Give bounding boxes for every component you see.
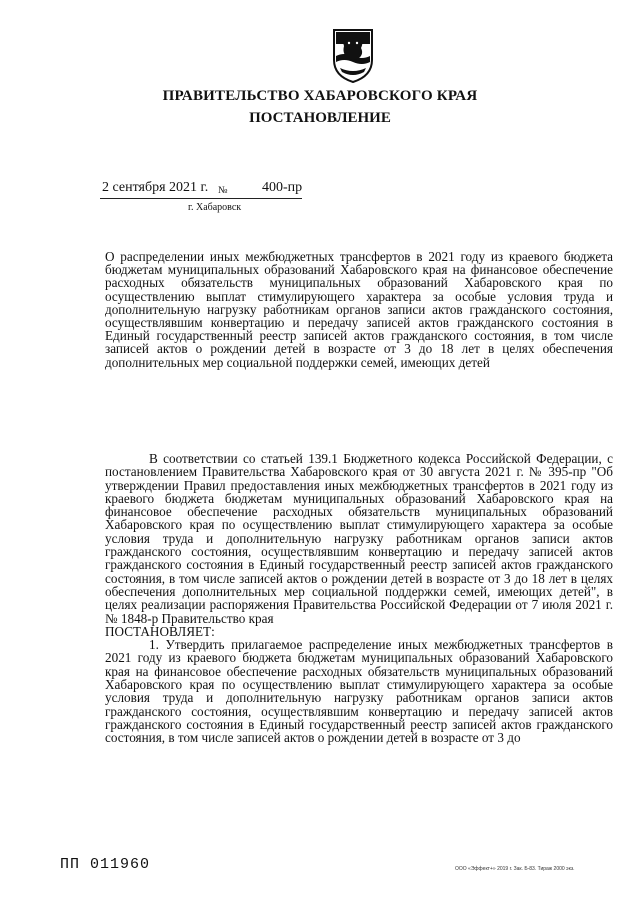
document-type: ПОСТАНОВЛЕНИЕ — [249, 110, 391, 126]
resolves-heading: ПОСТАНОВЛЯЕТ: — [105, 623, 215, 639]
document-subject: О распределении иных межбюджетных трансфертов в 2021 году из краевого бюджета бюджетам муниципальных образований Хабаровского края на финансовое обеспечение расходных обязательств муниципальных образований Хабаровского края по осуществлению выплат стимулирующего характера за особые условия труда и дополнительную нагрузку работникам органов записи актов гражданского состояния, осуществлявшим конвертацию и передачу записей актов гражданского состояния в Единый государственный реестр записей актов гражданского состояния, в том числе записей актов о рождении детей в возрасте от 3 до 18 лет в целях обеспечения дополнительных мер социальной поддержки семей, имеющих детей — [105, 249, 613, 370]
date-underline — [100, 198, 302, 199]
printer-info: ООО «Эффект+» 2019 г. Зак. Б-83. Тираж 2000 экз. — [455, 866, 575, 872]
coat-of-arms-icon — [330, 26, 376, 84]
document-date: 2 сентября 2021 г. — [102, 180, 209, 195]
document-body — [105, 452, 613, 745]
number-label: № — [218, 185, 228, 196]
city-label: г. Хабаровск — [188, 202, 242, 213]
government-title: ПРАВИТЕЛЬСТВО ХАБАРОВСКОГО КРАЯ — [162, 88, 478, 104]
form-serial-number: ПП 011960 — [60, 856, 151, 873]
document-number: 400-пр — [262, 180, 303, 195]
item-1-paragraph: 1. Утвердить прилагаемое распределение иных межбюджетных трансфертов в 2021 году из краевого бюджета бюджетам муниципальных образований Хабаровского края на финансовое обеспечение расходных обязательств муниципальных образований Хабаровского края по осуществлению выплат стимулирующего характера за особые условия труда и дополнительную нагрузку работникам органов записи актов гражданского состояния, осуществлявшим конвертацию и передачу записей актов гражданского состояния в Единый государственный реестр записей актов гражданского состояния, в том числе записей актов о рождении детей в возрасте от 3 до — [105, 637, 613, 746]
preamble-paragraph: В соответствии со статьей 139.1 Бюджетного кодекса Российской Федерации, с постановлением Правительства Хабаровского края от 30 августа 2021 г. № 395-пр "Об утверждении Правил предоставления иных межбюджетных трансфертов в 2021 году из краевого бюджета бюджетам муниципальных образований Хабаровского края на финансовое обеспечение расходных обязательств муниципальных образований Хабаровского края по осуществлению выплат стимулирующего характера за особые условия труда и дополнительную нагрузку работникам органов записи актов гражданского состояния, осуществлявшим конвертацию и передачу записей актов гражданского состояния в Единый государственный реестр записей актов гражданского состояния, в том числе записей актов о рождении детей в возрасте от 3 до 18 лет в целях обеспечения дополнительных мер социальной поддержки семей, имеющих детей", в целях реализации распоряжения Правительства Российской Федерации от 7 июля 2021 г. № 1848-р Правительство края — [105, 451, 613, 626]
